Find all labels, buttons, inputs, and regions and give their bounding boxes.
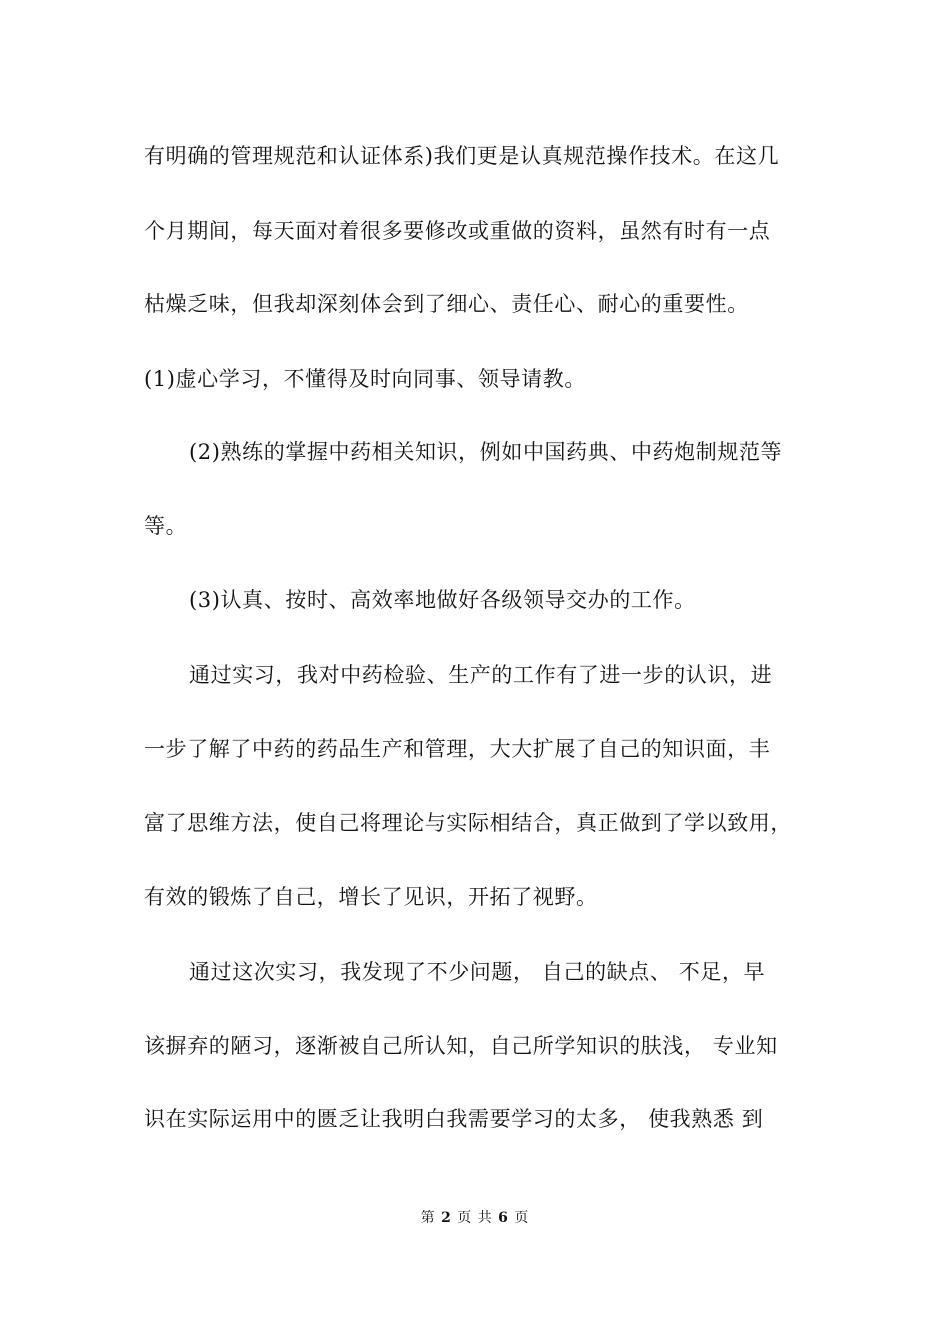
paragraph-line: 枯燥乏味，但我却深刻体会到了细心、责任心、耐心的重要性。: [144, 292, 749, 316]
footer-suffix: 页: [514, 1210, 530, 1226]
paragraph-line: 该摒弃的陋习，逐渐被自己所认知，自己所学知识的肤浅， 专业知: [144, 1034, 778, 1058]
paragraph-line: 个月期间，每天面对着很多要修改或重做的资料，虽然有时有一点: [144, 219, 771, 243]
paragraph-line: 识在实际运用中的匮乏让我明白我需要学习的太多， 使我熟悉 到: [144, 1107, 764, 1131]
page-footer: [0, 1208, 950, 1228]
paragraph-line: 通过这次实习，我发现了不少问题， 自己的缺点、 不足，早: [189, 960, 766, 984]
list-item-2: (2)熟练的掌握中药相关知识，例如中国药典、中药炮制规范等: [189, 440, 783, 464]
paragraph-line: 有效的锻炼了自己，增长了见识，开拓了视野。: [144, 885, 598, 909]
paragraph-line: 等。: [144, 514, 188, 538]
footer-prefix: 第: [420, 1210, 436, 1226]
paragraph-line: 一步了解了中药的药品生产和管理，大大扩展了自己的知识面，丰: [144, 737, 771, 761]
paragraph-line: 富了思维方法，使自己将理论与实际相结合，真正做到了学以致用，: [144, 811, 792, 835]
total-pages-number: 6: [498, 1210, 509, 1226]
list-item-1: (1)虚心学习，不懂得及时向同事、领导请教。: [144, 367, 586, 391]
paragraph-line: 有明确的管理规范和认证体系)我们更是认真规范操作技术。在这几: [144, 144, 780, 168]
footer-middle: 页 共: [457, 1210, 493, 1226]
current-page-number: 2: [441, 1210, 452, 1226]
list-item-3: (3)认真、按时、高效率地做好各级领导交办的工作。: [189, 588, 696, 612]
paragraph-line: 通过实习，我对中药检验、生产的工作有了进一步的认识，进: [189, 663, 773, 687]
